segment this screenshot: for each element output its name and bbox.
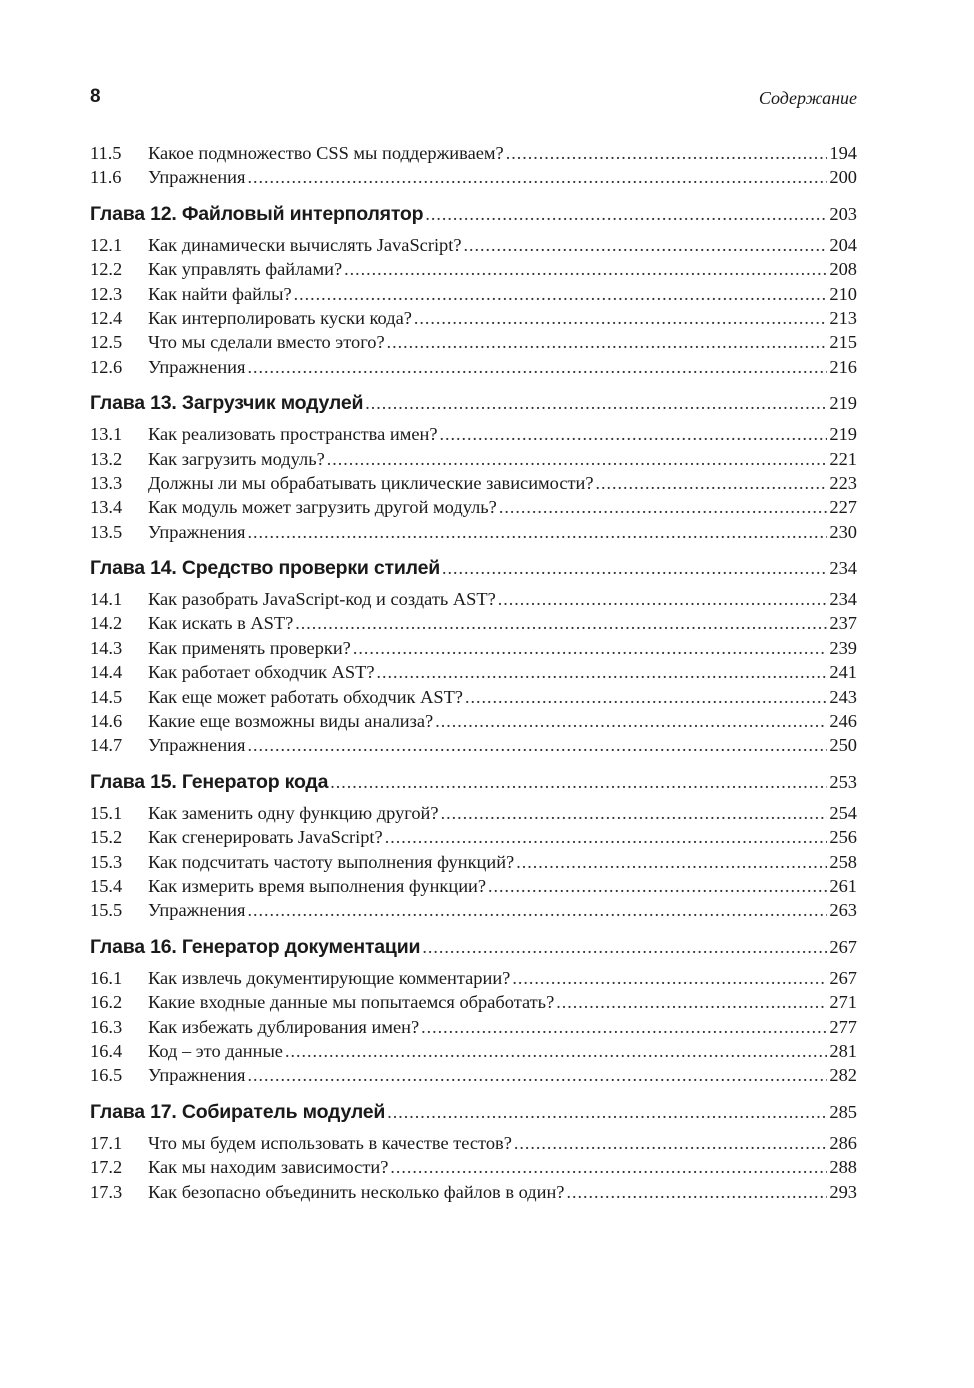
leading-entries — [90, 143, 857, 192]
toc-entry — [90, 992, 857, 1016]
entry-page: 288 — [829, 1157, 857, 1178]
dot-leader — [247, 735, 827, 756]
chapter-page: 219 — [829, 393, 857, 414]
entry-number: 16.2 — [90, 992, 123, 1013]
entry-page: 282 — [829, 1065, 857, 1086]
entry-number: 11.5 — [90, 143, 122, 163]
toc-entry — [90, 589, 857, 613]
entry-page: 219 — [829, 424, 857, 445]
dot-leader — [441, 803, 828, 824]
entry-number: 13.2 — [90, 448, 123, 469]
entry-title: Как заменить одну функцию другой? — [148, 802, 439, 823]
entry-title: Как динамически вычислять JavaScript? — [148, 234, 462, 255]
chapter-title: Глава 13. Загрузчик модулей — [90, 392, 364, 415]
chapter-block — [90, 1101, 857, 1206]
toc-entry — [90, 1182, 857, 1206]
entry-page: 271 — [829, 992, 857, 1013]
entry-page: 227 — [829, 497, 857, 518]
entry-number: 15.3 — [90, 851, 123, 872]
dot-leader — [294, 284, 828, 305]
dot-leader — [464, 235, 828, 256]
dot-leader — [498, 589, 828, 610]
chapter-title: Глава 17. Собиратель модулей — [90, 1100, 386, 1123]
dot-leader — [387, 332, 828, 353]
dot-leader — [385, 827, 828, 848]
toc-entry — [90, 613, 857, 637]
toc-entry — [90, 1133, 857, 1157]
entry-page: 213 — [829, 307, 857, 328]
toc-entry — [90, 852, 857, 876]
running-header — [90, 86, 857, 116]
dot-leader — [353, 638, 828, 659]
entry-number: 11.6 — [90, 167, 122, 188]
toc-entry — [90, 711, 857, 735]
entry-number: 16.1 — [90, 967, 123, 988]
dot-leader — [488, 876, 827, 897]
entry-page: 208 — [829, 259, 857, 280]
toc-entry — [90, 284, 857, 308]
dot-leader — [514, 1133, 828, 1154]
entry-title: Упражнения — [148, 900, 246, 921]
toc-entry — [90, 876, 857, 900]
entry-number: 14.5 — [90, 686, 123, 707]
entry-page: 293 — [829, 1181, 857, 1202]
dot-leader — [596, 473, 828, 494]
entry-title: Как мы находим зависимости? — [148, 1157, 389, 1178]
table-of-contents — [90, 143, 857, 1206]
entry-page: 281 — [829, 1040, 857, 1061]
dot-leader — [247, 522, 827, 543]
toc-entry — [90, 735, 857, 759]
entry-number: 15.1 — [90, 802, 123, 823]
chapter-heading — [90, 936, 857, 966]
entry-title: Как извлечь документирующие комментарии? — [148, 967, 511, 988]
entry-number: 13.3 — [90, 472, 123, 493]
entry-number: 14.2 — [90, 613, 123, 634]
chapter-title: Глава 16. Генератор документации — [90, 935, 421, 958]
dot-leader — [377, 662, 828, 683]
entry-title: Как безопасно объединить несколько файлов в один? — [148, 1181, 565, 1202]
entry-number: 12.1 — [90, 234, 123, 255]
entry-page: 215 — [829, 332, 857, 353]
entry-number: 12.3 — [90, 283, 123, 304]
entry-title: Упражнения — [148, 356, 246, 377]
entry-number: 13.5 — [90, 521, 123, 542]
entry-title: Как управлять файлами? — [148, 259, 343, 280]
entry-title: Как еще может работать обходчик AST? — [148, 686, 463, 707]
chapter-heading — [90, 392, 857, 422]
chapter-heading — [90, 557, 857, 587]
toc-entry — [90, 143, 857, 167]
entry-number: 12.4 — [90, 307, 123, 328]
toc-entry — [90, 1041, 857, 1065]
entry-page: 239 — [829, 637, 857, 658]
toc-entry — [90, 497, 857, 521]
entry-page: 250 — [829, 735, 857, 756]
dot-leader — [566, 1182, 827, 1203]
toc-entry — [90, 308, 857, 332]
dot-leader — [295, 613, 827, 634]
chapter-heading — [90, 1101, 857, 1131]
entry-title: Как модуль может загрузить другой модуль? — [148, 497, 497, 518]
entry-number: 13.1 — [90, 424, 123, 445]
entry-title: Как реализовать пространства имен? — [148, 424, 438, 445]
entry-number: 17.1 — [90, 1132, 123, 1153]
dot-leader — [442, 558, 827, 579]
entry-page: 254 — [829, 802, 857, 823]
chapter-page: 285 — [829, 1101, 857, 1122]
dot-leader — [440, 424, 828, 445]
entry-page: 216 — [829, 356, 857, 377]
toc-entry — [90, 803, 857, 827]
entry-page: 256 — [829, 827, 857, 848]
entry-page: 267 — [829, 967, 857, 988]
entry-title: Должны ли мы обрабатывать циклические зависимости? — [148, 472, 594, 493]
toc-entry — [90, 522, 857, 546]
dot-leader — [390, 1157, 827, 1178]
entry-title: Как разобрать JavaScript-код и создать AST? — [148, 589, 496, 610]
entry-page: 277 — [829, 1016, 857, 1037]
toc-entry — [90, 1017, 857, 1041]
entry-number: 17.3 — [90, 1181, 123, 1202]
chapter-list — [90, 203, 857, 1206]
dot-leader — [247, 357, 827, 378]
toc-entry — [90, 687, 857, 711]
entry-title: Упражнения — [148, 167, 246, 188]
dot-leader — [421, 1017, 827, 1038]
entry-page: 258 — [829, 851, 857, 872]
entry-title: Что мы будем использовать в качестве тестов? — [148, 1132, 512, 1153]
entry-number: 14.4 — [90, 662, 123, 683]
entry-page: 200 — [829, 167, 857, 188]
dot-leader — [247, 1065, 827, 1086]
dot-leader — [425, 204, 827, 225]
entry-title: Как сгенерировать JavaScript? — [148, 827, 383, 848]
entry-number: 14.1 — [90, 589, 123, 610]
dot-leader — [247, 167, 827, 188]
entry-title: Как интерполировать куски кода? — [148, 307, 412, 328]
chapter-title: Глава 14. Средство проверки стилей — [90, 557, 441, 580]
dot-leader — [422, 937, 827, 958]
toc-entry — [90, 638, 857, 662]
entry-title: Как искать в AST? — [148, 613, 294, 634]
dot-leader — [247, 900, 827, 921]
dot-leader — [516, 852, 827, 873]
entry-title: Какие еще возможны виды анализа? — [148, 711, 434, 732]
chapter-title: Глава 12. Файловый интерполятор — [90, 202, 424, 225]
entry-page: 204 — [829, 234, 857, 255]
entry-number: 12.5 — [90, 332, 123, 353]
entry-page: 210 — [829, 283, 857, 304]
dot-leader — [327, 449, 828, 470]
entry-page: 241 — [829, 662, 857, 683]
toc-entry — [90, 235, 857, 259]
entry-title: Что мы сделали вместо этого? — [148, 332, 385, 353]
toc-entry — [90, 662, 857, 686]
entry-page: 221 — [829, 448, 857, 469]
chapter-title: Глава 15. Генератор кода — [90, 770, 329, 793]
dot-leader — [512, 968, 827, 989]
dot-leader — [285, 1041, 827, 1062]
chapter-page: 267 — [829, 936, 857, 957]
entry-number: 15.4 — [90, 875, 123, 896]
dot-leader — [556, 992, 827, 1013]
entry-title: Как подсчитать частоту выполнения функций? — [148, 851, 515, 872]
dot-leader — [499, 497, 828, 518]
toc-entry — [90, 1157, 857, 1181]
toc-entry — [90, 259, 857, 283]
entry-title: Упражнения — [148, 521, 246, 542]
entry-number: 13.4 — [90, 497, 123, 518]
toc-entry — [90, 449, 857, 473]
entry-title: Как измерить время выполнения функции? — [148, 875, 487, 896]
chapter-block — [90, 936, 857, 1090]
entry-page: 223 — [829, 472, 857, 493]
chapter-page: 253 — [829, 771, 857, 792]
entry-title: Как применять проверки? — [148, 637, 351, 658]
entry-number: 16.3 — [90, 1016, 123, 1037]
section-title: Содержание — [758, 88, 857, 108]
entry-title: Как избежать дублирования имен? — [148, 1016, 420, 1037]
entry-number: 16.4 — [90, 1040, 123, 1061]
dot-leader — [330, 772, 827, 793]
entry-number: 17.2 — [90, 1157, 123, 1178]
entry-number: 15.2 — [90, 827, 123, 848]
entry-page: 194 — [829, 143, 857, 163]
entry-title: Какое подмножество CSS мы поддерживаем? — [148, 143, 504, 163]
entry-page: 230 — [829, 521, 857, 542]
chapter-page: 234 — [829, 558, 857, 579]
toc-entry — [90, 473, 857, 497]
entry-number: 14.6 — [90, 711, 123, 732]
entry-title: Как загрузить модуль? — [148, 448, 325, 469]
toc-entry — [90, 827, 857, 851]
dot-leader — [465, 687, 827, 708]
toc-entry — [90, 968, 857, 992]
chapter-page: 203 — [829, 203, 857, 224]
entry-title: Упражнения — [148, 1065, 246, 1086]
dot-leader — [387, 1102, 827, 1123]
dot-leader — [435, 711, 827, 732]
entry-title: Как работает обходчик AST? — [148, 662, 375, 683]
entry-title: Какие входные данные мы попытаемся обработать? — [148, 992, 555, 1013]
entry-page: 261 — [829, 875, 857, 896]
entry-number: 16.5 — [90, 1065, 123, 1086]
chapter-block — [90, 392, 857, 546]
entry-number: 14.7 — [90, 735, 123, 756]
dot-leader — [414, 308, 828, 329]
entry-page: 234 — [829, 589, 857, 610]
entry-page: 246 — [829, 711, 857, 732]
entry-page: 286 — [829, 1132, 857, 1153]
entry-number: 12.6 — [90, 356, 123, 377]
dot-leader — [506, 143, 828, 164]
toc-entry — [90, 357, 857, 381]
dot-leader — [344, 259, 827, 280]
toc-entry — [90, 900, 857, 924]
dot-leader — [365, 393, 827, 414]
chapter-heading — [90, 771, 857, 801]
chapter-block — [90, 557, 857, 760]
entry-title: Упражнения — [148, 735, 246, 756]
toc-entry — [90, 167, 857, 191]
toc-entry — [90, 332, 857, 356]
entry-page: 263 — [829, 900, 857, 921]
entry-page: 237 — [829, 613, 857, 634]
chapter-block — [90, 771, 857, 925]
toc-entry — [90, 1065, 857, 1089]
entry-number: 14.3 — [90, 637, 123, 658]
entry-title: Код – это данные — [148, 1040, 283, 1061]
entry-number: 12.2 — [90, 259, 123, 280]
entry-number: 15.5 — [90, 900, 123, 921]
chapter-block — [90, 203, 857, 381]
chapter-heading — [90, 203, 857, 233]
entry-title: Как найти файлы? — [148, 283, 292, 304]
page-number: 8 — [90, 86, 101, 107]
entry-page: 243 — [829, 686, 857, 707]
toc-entry — [90, 424, 857, 448]
